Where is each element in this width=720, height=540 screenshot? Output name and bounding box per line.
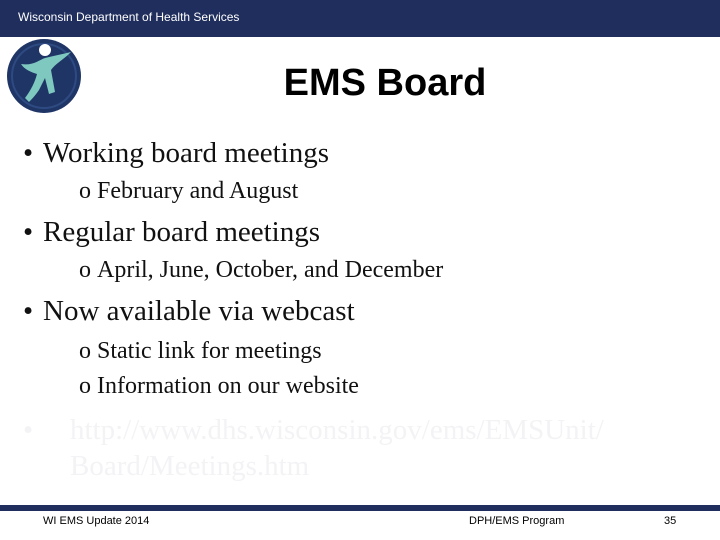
bullet-dot-icon: • [23, 216, 34, 248]
bullet-regular-meetings [23, 216, 321, 249]
slide-title: EMS Board [283, 62, 487, 104]
bullet-dot-icon: • [23, 137, 34, 169]
subbullet-february-august [79, 178, 298, 205]
subbullet-static-link [79, 338, 322, 365]
footer-left-text: WI EMS Update 2014 [43, 515, 150, 527]
faint-link-bullet [23, 412, 683, 484]
bullet-dot-icon: • [23, 295, 34, 327]
faint-link-line-1[interactable]: http://www.dhs.wisconsin.gov/ems/EMSUnit/ [70, 414, 604, 446]
subbullet-marker-icon: o [79, 338, 91, 364]
organization-name: Wisconsin Department of Health Services [18, 10, 240, 24]
header-bar [0, 0, 720, 37]
subbullet-text: April, June, October, and December [97, 257, 444, 283]
bullet-webcast [23, 295, 355, 328]
bullet-text: Regular board meetings [43, 216, 321, 248]
subbullet-text: Information on our website [97, 373, 359, 399]
subbullet-marker-icon: o [79, 178, 91, 204]
bullet-text: Working board meetings [43, 137, 329, 169]
page-number: 35 [664, 515, 677, 527]
subbullet-months [79, 257, 443, 284]
footer-program-text: DPH/EMS Program [469, 515, 565, 527]
faint-link-line-2[interactable]: Board/Meetings.htm [70, 450, 310, 482]
bullet-dot-icon: • [23, 414, 34, 446]
subbullet-marker-icon: o [79, 257, 91, 283]
subbullet-website-info [79, 373, 359, 400]
subbullet-marker-icon: o [79, 373, 91, 399]
footer-bar [0, 505, 720, 511]
subbullet-text: Static link for meetings [97, 338, 322, 364]
bullet-working-meetings [23, 137, 329, 170]
subbullet-text: February and August [97, 178, 299, 204]
bullet-text: Now available via webcast [43, 295, 355, 327]
